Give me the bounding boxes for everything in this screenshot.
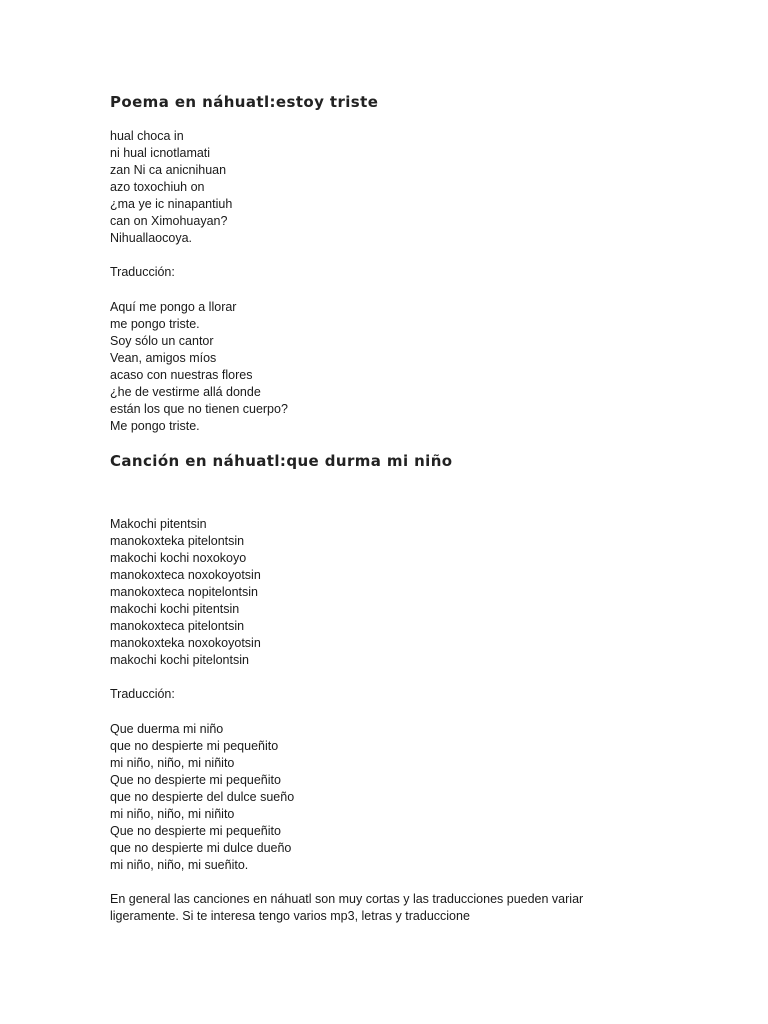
song-translation-line: mi niño, niño, mi sueñito.	[110, 858, 249, 872]
poem-original-line: ni hual icnotlamati	[110, 146, 211, 160]
poem-translation-line: Me pongo triste.	[110, 419, 200, 433]
song-original-line: makochi kochi pitentsin	[110, 602, 240, 616]
song-original-line: manokoxteca nopitelontsin	[110, 585, 259, 599]
poem-original-line: zan Ni ca anicnihuan	[110, 163, 227, 177]
song-translation-line: Que no despierte mi pequeñito	[110, 773, 281, 787]
song-translation-line: que no despierte del dulce sueño	[110, 790, 295, 804]
song-translation-label: Traducción:	[110, 687, 175, 701]
song-original-line: makochi kochi pitelontsin	[110, 653, 249, 667]
song-translation-line: Que duerma mi niño	[110, 722, 224, 736]
song-original-line: manokoxteka noxokoyotsin	[110, 636, 261, 650]
song-title: Canción en náhuatl:que durma mi niño	[110, 452, 453, 470]
poem-original-line: can on Ximohuayan?	[110, 214, 228, 228]
poem-translation-line: Aquí me pongo a llorar	[110, 300, 237, 314]
poem-original-line: Nihuallaocoya.	[110, 231, 192, 245]
song-original-line: manokoxteka pitelontsin	[110, 534, 245, 548]
poem-translation-line: Soy sólo un cantor	[110, 334, 214, 348]
song-original-line: Makochi pitentsin	[110, 517, 207, 531]
poem-translation-line: acaso con nuestras flores	[110, 368, 253, 382]
song-translation-line: mi niño, niño, mi niñito	[110, 756, 235, 770]
poem-translation-text	[110, 299, 288, 435]
poem-translation-line: me pongo triste.	[110, 317, 200, 331]
song-translation-line: mi niño, niño, mi niñito	[110, 807, 235, 821]
song-translation-line: Que no despierte mi pequeñito	[110, 824, 281, 838]
poem-original-line: ¿ma ye ic ninapantiuh	[110, 197, 233, 211]
song-translation-line: que no despierte mi dulce dueño	[110, 841, 292, 855]
song-translation-text	[110, 721, 294, 874]
song-translation-line: que no despierte mi pequeñito	[110, 739, 279, 753]
song-original-line: manokoxteca noxokoyotsin	[110, 568, 261, 582]
poem-original-line: hual choca in	[110, 129, 184, 143]
poem-title: Poema en náhuatl:estoy triste	[110, 93, 379, 111]
poem-translation-line: Vean, amigos míos	[110, 351, 217, 365]
song-original-line: manokoxteca pitelontsin	[110, 619, 245, 633]
song-original-line: makochi kochi noxokoyo	[110, 551, 247, 565]
poem-translation-line: ¿he de vestirme allá donde	[110, 385, 261, 399]
poem-translation-line: están los que no tienen cuerpo?	[110, 402, 288, 416]
poem-original-text	[110, 128, 232, 247]
closing-note: En general las canciones en náhuatl son muy cortas y las traducciones pueden variar ligeramente. Si te interesa tengo varios mp3, letras y traduccione	[110, 892, 584, 923]
song-original-text	[110, 516, 261, 669]
poem-translation-label: Traducción:	[110, 265, 175, 279]
poem-original-line: azo toxochiuh on	[110, 180, 205, 194]
